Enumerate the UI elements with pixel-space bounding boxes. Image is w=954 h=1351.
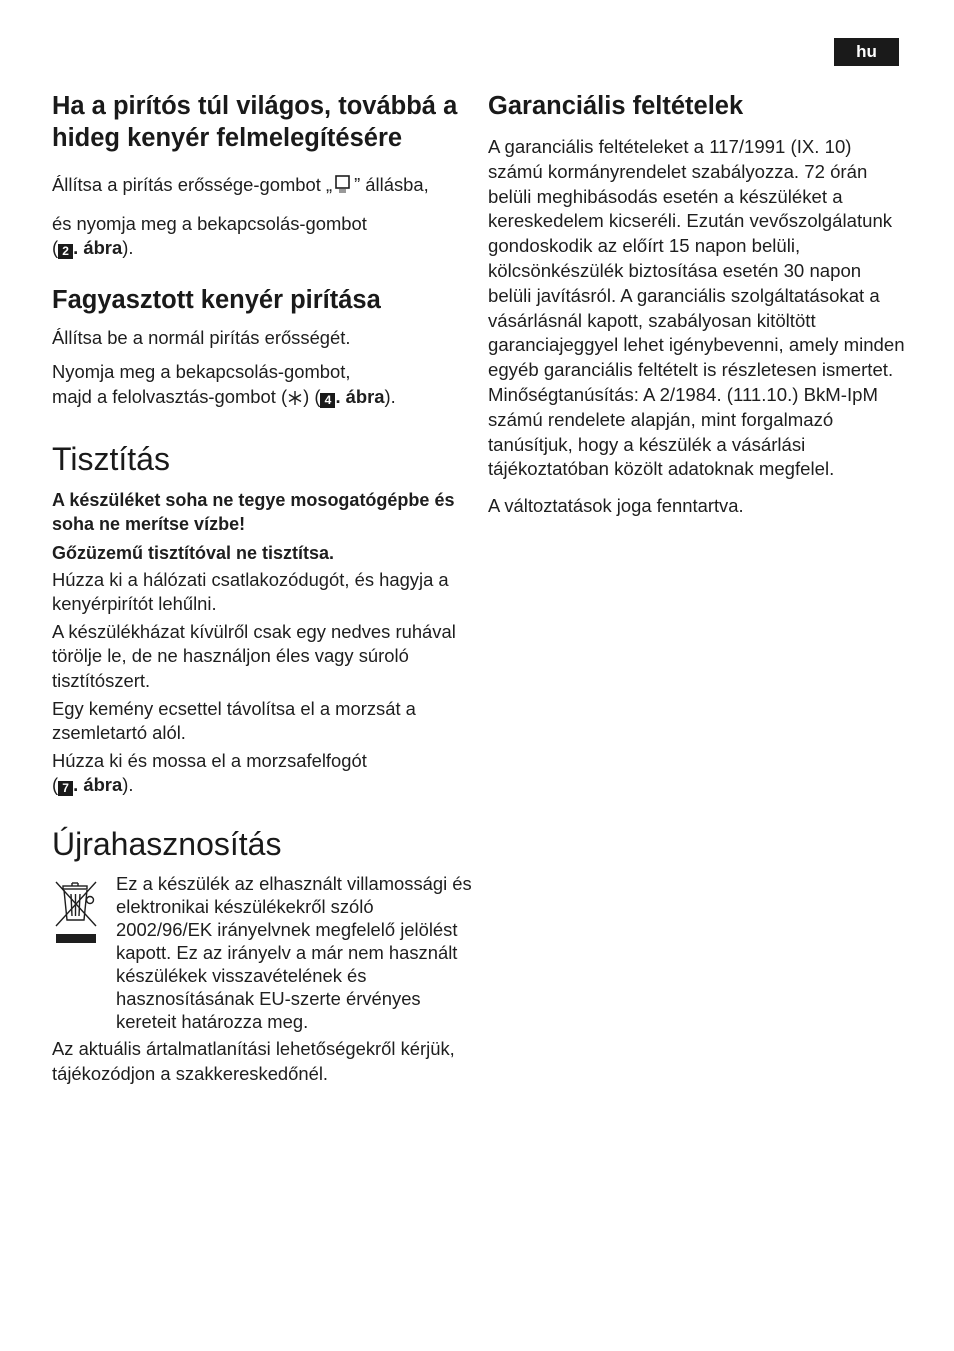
cleaning-paragraph-3: Egy kemény ecsettel távolítsa el a morzsát a zsemletartó alól. xyxy=(52,697,416,744)
light-toast-paragraph-2: és nyomja meg a bekapcsolás-gombot ( 2 . ábra). xyxy=(52,212,367,259)
snowflake-icon xyxy=(287,388,303,413)
cleaning-warning-2: Gőzüzemű tisztítóval ne tisztítsa. xyxy=(52,542,335,563)
light-toast-paragraph-1: Állítsa a pirítás erőssége-gombot „ ” állásba, xyxy=(52,173,472,201)
heading-warranty: Garanciális feltételek xyxy=(488,92,744,120)
heading-cleaning: Tisztítás xyxy=(52,440,170,477)
frozen-paragraph-1: Állítsa be a normál pirítás erősségét. xyxy=(52,326,351,348)
heading-recycling: Újrahasznosítás xyxy=(52,825,282,862)
weee-block xyxy=(52,872,472,1033)
weee-crossed-bin-icon xyxy=(52,876,100,944)
weee-text: Ez a készülék az elhasznált villamossági és elektronikai készülékekről szóló 2002/96/EK irányelvnek megfelelő jelölést kapott. Ez az irányelv a már nem használt készülékek visszavételének és hasznosításának EU-szerte érvényes kereteit határozza meg. xyxy=(116,872,472,1032)
cleaning-warning-1: A készüléket soha ne tegye mosogatógépbe és soha ne merítse vízbe! xyxy=(52,489,455,534)
cleaning-paragraph-1: Húzza ki a hálózati csatlakozódugót, és hagyja a kenyérpirítót lehűlni. xyxy=(52,568,449,615)
language-badge: hu xyxy=(834,38,899,66)
section-light-toast xyxy=(52,90,472,261)
heading-frozen: Fagyasztott kenyér pirítása xyxy=(52,285,381,314)
right-column xyxy=(488,90,908,519)
heading-light-toast: Ha a pirítós túl világos, továbbá a hideg kenyér felmelegítésére xyxy=(52,92,458,152)
cleaning-paragraph-2: A készülékházat kívülről csak egy nedves ruhával törölje le, de ne használjon éles vagy súroló tisztítószert. xyxy=(52,620,456,691)
recycling-paragraph: Az aktuális ártalmatlanítási lehetőségekről kérjük, tájékozódjon a szakkereskedőnél. xyxy=(52,1037,455,1084)
figure-ref-badge: 2 xyxy=(58,244,73,259)
section-cleaning xyxy=(52,439,472,798)
frozen-paragraph-2: Nyomja meg a bekapcsolás-gombot, majd a felolvasztás-gombot ( ) ( 4 . ábra). xyxy=(52,360,472,412)
section-frozen xyxy=(52,284,472,413)
figure-ref-badge: 4 xyxy=(320,393,335,408)
toast-level-icon xyxy=(334,174,352,201)
section-recycling xyxy=(52,824,472,1086)
warranty-note: A változtatások joga fenntartva. xyxy=(488,495,744,517)
figure-ref-badge: 7 xyxy=(58,781,73,796)
left-column xyxy=(52,90,472,1086)
cleaning-paragraph-4: Húzza ki és mossa el a morzsafelfogót ( 7 . ábra). xyxy=(52,749,367,796)
warranty-body: A garanciális feltételeket a 117/1991 (IX. 10) számú kormányrendelet szabályozza. 72 órán belüli meghibásodás esetén a készüléket a kereskedelem kicseréli. Ezután vevőszolgálatunk gondoskodik az előírt 15 napon belüli, kölcsönkészülék biztosítása esetén 30 napon belüli javításról. A garanciális szolgáltatásokat a vásárlásnál kapott, szabályosan kitöltött garanciajeggyel lehet igénybevenni, amely minden egyéb garanciális feltételt is részletesen ismertet. Minőségtanúsítás: A 2/1984. (111.10.) BkM-IpM számú rendelete alapján, mint forgalmazó tanúsítjuk, hogy a készülék a vásárlási tájékoztatóban közölt adatoknak megfelel. xyxy=(488,136,905,480)
